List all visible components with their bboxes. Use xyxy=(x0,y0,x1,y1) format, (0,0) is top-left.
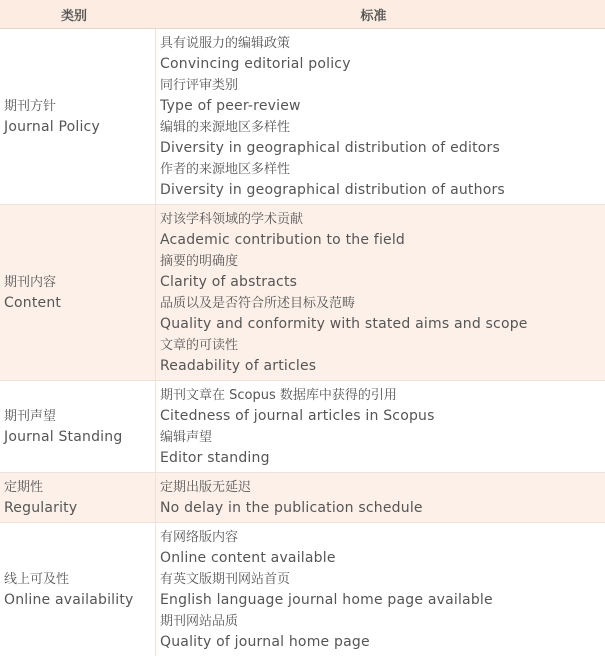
criterion-zh: 作者的来源地区多样性 xyxy=(160,161,291,177)
header-standard: 标准 xyxy=(360,8,387,24)
standard-cell xyxy=(156,381,605,472)
criterion-zh: 品质以及是否符合所述目标及范畴 xyxy=(160,295,356,311)
category-en: Online availability xyxy=(4,591,134,608)
criterion-en: Convincing editorial policy xyxy=(160,55,351,72)
criterion-zh: 编辑声望 xyxy=(160,429,213,445)
criterion-en: Clarity of abstracts xyxy=(160,273,298,290)
criterion-zh: 期刊网站品质 xyxy=(160,613,239,629)
category-en: Journal Standing xyxy=(4,428,123,445)
category-zh: 线上可及性 xyxy=(4,571,70,587)
category-zh: 期刊声望 xyxy=(4,408,57,424)
category-cell xyxy=(0,381,156,472)
criterion-zh: 摘要的明确度 xyxy=(160,253,239,269)
criterion-zh: 编辑的来源地区多样性 xyxy=(160,119,291,135)
criterion-zh: 同行评审类别 xyxy=(160,77,239,93)
table-header xyxy=(0,0,605,29)
criterion-zh: 具有说服力的编辑政策 xyxy=(160,35,291,51)
criterion-en: Readability of articles xyxy=(160,357,317,374)
category-cell xyxy=(0,29,156,204)
criterion-zh: 文章的可读性 xyxy=(160,337,239,353)
criterion-en: Quality and conformity with stated aims and scope xyxy=(160,315,528,332)
table-row-journal-policy xyxy=(0,29,605,205)
standard-cell xyxy=(156,29,605,204)
header-category: 类别 xyxy=(60,8,87,24)
category-en: Content xyxy=(4,294,62,311)
criterion-en: Type of peer-review xyxy=(160,97,301,114)
category-cell xyxy=(0,473,156,522)
criterion-zh: 期刊文章在 Scopus 数据库中获得的引用 xyxy=(160,387,397,403)
category-zh: 期刊内容 xyxy=(4,274,57,290)
criterion-zh: 有网络版内容 xyxy=(160,529,239,545)
category-en: Journal Policy xyxy=(4,118,100,135)
criterion-en: English language journal home page available xyxy=(160,591,493,608)
standard-cell xyxy=(156,523,605,656)
criterion-en: Diversity in geographical distribution of editors xyxy=(160,139,500,156)
table-row-online-availability xyxy=(0,523,605,656)
table-row-journal-standing xyxy=(0,381,605,473)
criterion-zh: 对该学科领域的学术贡献 xyxy=(160,211,304,227)
table-row-regularity xyxy=(0,473,605,523)
category-zh: 期刊方针 xyxy=(4,98,57,114)
category-cell xyxy=(0,205,156,380)
category-cell xyxy=(0,523,156,656)
table-row-content xyxy=(0,205,605,381)
criterion-zh: 定期出版无延迟 xyxy=(160,479,252,495)
standard-cell xyxy=(156,205,605,380)
category-zh: 定期性 xyxy=(4,479,44,495)
criterion-en: Quality of journal home page xyxy=(160,633,370,650)
criterion-en: Citedness of journal articles in Scopus xyxy=(160,407,435,424)
criterion-en: No delay in the publication schedule xyxy=(160,499,423,516)
criterion-en: Academic contribution to the field xyxy=(160,231,406,248)
criterion-en: Diversity in geographical distribution of authors xyxy=(160,181,505,198)
criterion-zh: 有英文版期刊网站首页 xyxy=(160,571,291,587)
criterion-en: Online content available xyxy=(160,549,336,566)
category-en: Regularity xyxy=(4,499,78,516)
criterion-en: Editor standing xyxy=(160,449,270,466)
standard-cell xyxy=(156,473,605,522)
